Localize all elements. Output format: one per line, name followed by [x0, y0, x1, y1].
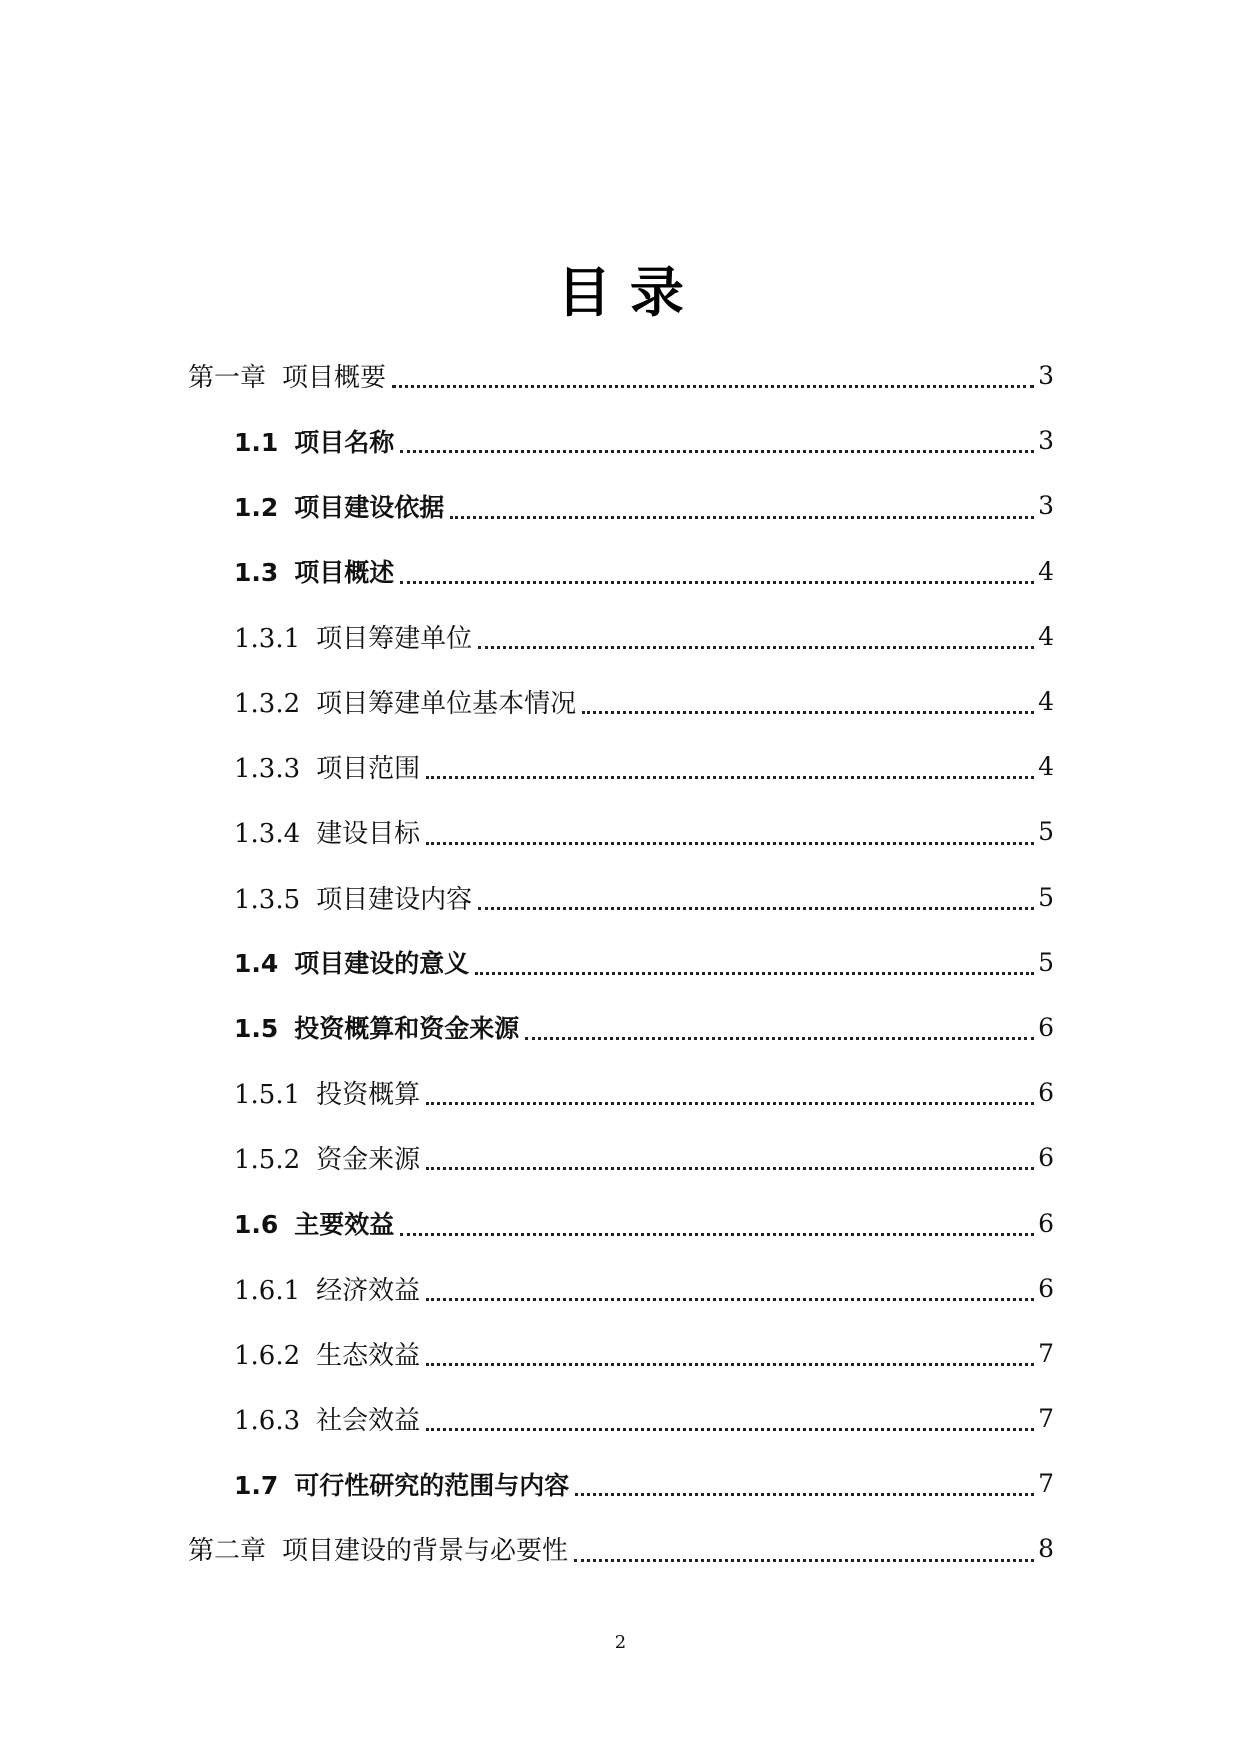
toc-entry[interactable]: [188, 408, 1054, 473]
dot-leader: [426, 776, 1034, 779]
toc-entry-page: 4: [1038, 556, 1054, 586]
toc-entry-page: 4: [1038, 621, 1054, 651]
dot-leader: [478, 907, 1034, 910]
toc-entry-number: 1.4: [234, 949, 279, 979]
toc-entry-text: 可行性研究的范围与内容: [294, 1470, 570, 1500]
dot-leader: [426, 1298, 1034, 1301]
toc-entry-text: 社会效益: [316, 1406, 421, 1437]
toc-entry[interactable]: [188, 734, 1054, 799]
toc-entry-text: 项目概述: [294, 558, 395, 588]
toc-entry-page: 3: [1038, 426, 1054, 456]
toc-entry-text: 主要效益: [294, 1210, 395, 1240]
dot-leader: [475, 972, 1034, 975]
toc-entry-label: [234, 488, 444, 524]
toc-entry-label: [234, 553, 394, 589]
toc-entry-number: 第一章: [188, 363, 267, 394]
toc-entry-number: 1.5.1: [234, 1080, 301, 1111]
toc-entry-number: 1.6: [234, 1210, 279, 1240]
dot-leader: [426, 1428, 1034, 1431]
toc-entry[interactable]: [188, 1321, 1054, 1386]
toc-entry[interactable]: [188, 669, 1054, 734]
toc-entry-number: 1.5.2: [234, 1145, 301, 1176]
dot-leader: [575, 1493, 1034, 1496]
toc-entry-page: 5: [1038, 882, 1054, 912]
toc-entry-page: 6: [1038, 1208, 1054, 1238]
toc-entry[interactable]: [188, 1516, 1054, 1581]
toc-entry[interactable]: [188, 343, 1054, 408]
toc-entry[interactable]: [188, 865, 1054, 930]
toc-entry-text: 项目名称: [294, 427, 395, 457]
toc-entry-label: [234, 1205, 394, 1241]
toc-entry-text: 项目范围: [316, 754, 421, 785]
toc-entry-text: 资金来源: [316, 1145, 421, 1176]
toc-entry-page: 5: [1038, 947, 1054, 977]
toc-entry-label: [234, 1074, 420, 1111]
dot-leader: [582, 711, 1034, 714]
toc-entry-page: 7: [1038, 1469, 1054, 1499]
toc-entry-page: 4: [1038, 687, 1054, 717]
toc-entry-number: 1.1: [234, 427, 279, 457]
toc-entry-text: 项目建设的背景与必要性: [282, 1536, 569, 1567]
toc-entry-label: [188, 357, 386, 394]
toc-entry[interactable]: [188, 1190, 1054, 1255]
toc-entry-label: [234, 1400, 420, 1437]
toc-entry-label: [234, 1009, 519, 1045]
toc-entry-label: [234, 1466, 569, 1502]
toc-entry-page: 8: [1038, 1534, 1054, 1564]
toc-entry-text: 经济效益: [316, 1275, 421, 1306]
toc-entry-text: 项目概要: [282, 363, 387, 394]
page-number: 2: [614, 1632, 627, 1653]
toc-entry-page: 3: [1038, 361, 1054, 391]
table-of-contents: [188, 343, 1054, 1582]
toc-entry-text: 项目筹建单位基本情况: [316, 689, 577, 720]
toc-entry-page: 5: [1038, 817, 1054, 847]
toc-entry-label: [234, 683, 576, 720]
dot-leader: [525, 1037, 1034, 1040]
toc-entry-text: 项目建设依据: [294, 492, 445, 522]
dot-leader: [478, 646, 1034, 649]
toc-entry-label: [234, 1139, 420, 1176]
dot-leader: [392, 385, 1034, 388]
dot-leader: [426, 1167, 1034, 1170]
toc-entry-label: [234, 748, 420, 785]
toc-entry[interactable]: [188, 1125, 1054, 1190]
dot-leader: [426, 842, 1034, 845]
toc-entry-text: 项目建设的意义: [294, 949, 470, 979]
toc-entry-number: 1.6.2: [234, 1340, 301, 1371]
toc-entry-page: 7: [1038, 1338, 1054, 1368]
toc-entry-number: 1.6.3: [234, 1406, 301, 1437]
dot-leader: [400, 581, 1034, 584]
dot-leader: [426, 1363, 1034, 1366]
toc-entry-text: 项目建设内容: [316, 884, 473, 915]
toc-entry-number: 1.7: [234, 1470, 279, 1500]
toc-entry-number: 1.3.2: [234, 689, 301, 720]
toc-entry-number: 1.6.1: [234, 1275, 301, 1306]
toc-entry-number: 1.3.4: [234, 819, 301, 850]
toc-title: 目 录: [557, 261, 684, 324]
toc-entry-number: 第二章: [188, 1536, 267, 1567]
dot-leader: [426, 1102, 1034, 1105]
toc-entry-text: 投资概算和资金来源: [294, 1014, 520, 1044]
toc-entry[interactable]: [188, 995, 1054, 1060]
toc-entry-label: [188, 1530, 568, 1567]
toc-entry[interactable]: [188, 604, 1054, 669]
toc-entry[interactable]: [188, 1386, 1054, 1451]
toc-entry[interactable]: [188, 1256, 1054, 1321]
toc-entry-label: [234, 1335, 420, 1372]
toc-entry-page: 6: [1038, 1012, 1054, 1042]
toc-entry-text: 建设目标: [316, 819, 421, 850]
toc-entry-number: 1.5: [234, 1014, 279, 1044]
toc-entry-label: [234, 423, 394, 459]
toc-entry-label: [234, 813, 420, 850]
toc-entry-label: [234, 879, 472, 916]
toc-entry[interactable]: [188, 1060, 1054, 1125]
toc-entry-page: 3: [1038, 491, 1054, 521]
toc-entry[interactable]: [188, 930, 1054, 995]
toc-entry-text: 投资概算: [316, 1080, 421, 1111]
toc-entry-number: 1.3: [234, 558, 279, 588]
toc-entry[interactable]: [188, 539, 1054, 604]
toc-entry-label: [234, 944, 469, 980]
toc-entry-text: 项目筹建单位: [316, 623, 473, 654]
toc-entry-page: 4: [1038, 752, 1054, 782]
toc-entry-page: 6: [1038, 1143, 1054, 1173]
toc-entry-number: 1.3.5: [234, 884, 301, 915]
toc-entry[interactable]: [188, 799, 1054, 864]
dot-leader: [450, 516, 1034, 519]
toc-entry-text: 生态效益: [316, 1340, 421, 1371]
toc-entry-label: [234, 1270, 420, 1307]
toc-entry-number: 1.3.1: [234, 623, 301, 654]
toc-entry-number: 1.3.3: [234, 754, 301, 785]
toc-entry-page: 6: [1038, 1078, 1054, 1108]
toc-entry-page: 7: [1038, 1404, 1054, 1434]
dot-leader: [400, 1233, 1034, 1236]
toc-entry[interactable]: [188, 1451, 1054, 1516]
toc-entry-label: [234, 618, 472, 655]
dot-leader: [574, 1559, 1034, 1562]
dot-leader: [400, 450, 1034, 453]
toc-entry-page: 6: [1038, 1273, 1054, 1303]
toc-entry-number: 1.2: [234, 492, 279, 522]
toc-entry[interactable]: [188, 473, 1054, 538]
